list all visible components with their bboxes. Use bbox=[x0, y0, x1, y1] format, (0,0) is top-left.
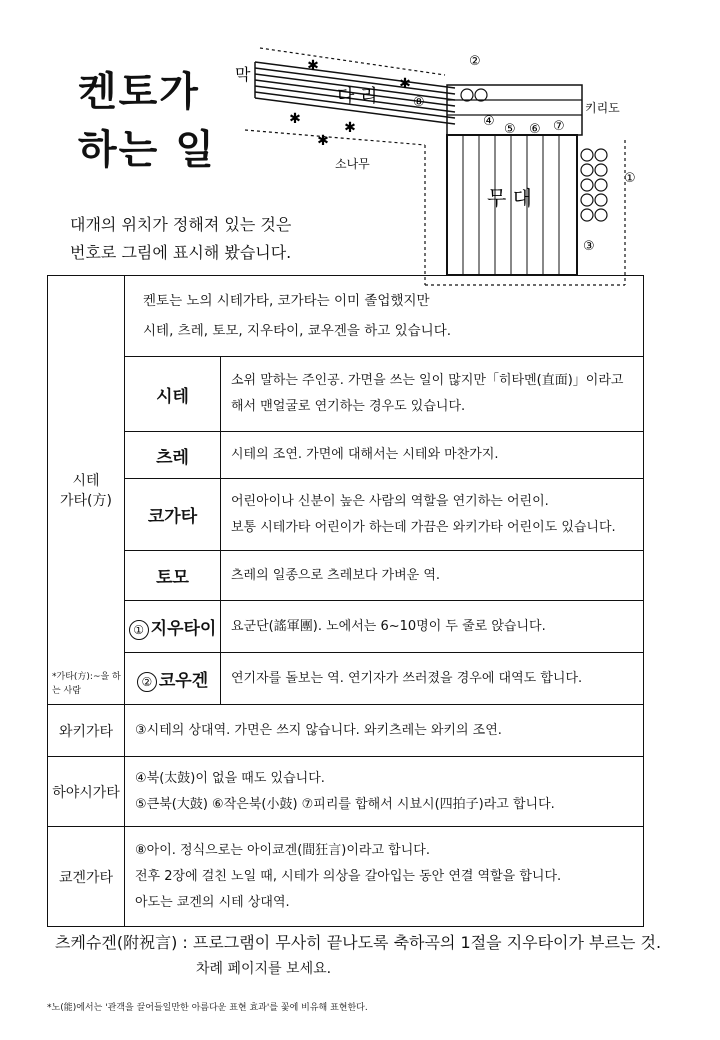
desc-tomo: 츠레의 일종으로 츠레보다 가벼운 역. bbox=[221, 551, 644, 601]
tsukeshugen-note: 츠케슈겐(附祝言) : 프로그램이 무사히 끝나도록 축하곡의 1절을 지우타이가 부르는 것. bbox=[55, 933, 662, 952]
desc-shite bbox=[221, 357, 644, 432]
butai-label: 무 대 bbox=[487, 186, 532, 210]
maku-label: 막 bbox=[235, 65, 251, 84]
svg-text:✱: ✱ bbox=[344, 120, 356, 136]
desc-kogata-line2: 보통 시테가타 어린이가 하는데 가끔은 와키가타 어린이도 있습니다. bbox=[231, 519, 616, 535]
role-koken-label: 코우겐 bbox=[158, 670, 209, 691]
kyogengata-desc-line1: ⑧아이. 정식으로는 아이쿄겐(間狂言)이라고 합니다. bbox=[135, 842, 430, 858]
shitegata-label-line1: 시테 bbox=[72, 473, 100, 489]
desc-koken: 연기자를 돌보는 역. 연기자가 쓰러졌을 경우에 대역도 합니다. bbox=[221, 653, 644, 705]
desc-shite-line2: 해서 맨얼굴로 연기하는 경우도 있습니다. bbox=[231, 399, 466, 414]
marker-7: ⑦ bbox=[553, 119, 565, 134]
hayashigata-label: 하야시가타 bbox=[48, 757, 125, 827]
desc-kogata bbox=[221, 479, 644, 551]
page-title-line2: 하는 일 bbox=[78, 127, 216, 173]
svg-text:✱: ✱ bbox=[307, 58, 319, 74]
role-tsure: 츠레 bbox=[125, 432, 221, 479]
hayashigata-desc bbox=[125, 757, 644, 827]
role-kogata: 코가타 bbox=[125, 479, 221, 551]
marker-1: ① bbox=[624, 171, 636, 186]
jiutai-seats bbox=[581, 149, 607, 221]
table-intro-line2: 시테, 츠레, 토모, 지우타이, 쿄우겐을 하고 있습니다. bbox=[143, 323, 452, 339]
hayashigata-desc-line1: ④북(太鼓)이 없을 때도 있습니다. bbox=[135, 770, 325, 786]
marker-2: ② bbox=[469, 54, 481, 69]
page-title-line1: 켄토가 bbox=[78, 69, 200, 115]
svg-text:✱: ✱ bbox=[399, 76, 411, 92]
svg-text:✱: ✱ bbox=[317, 133, 329, 149]
desc-kogata-line1: 어린아이나 신분이 높은 사람의 역할을 연기하는 어린이. bbox=[231, 493, 549, 509]
kyogengata-desc-line2: 전후 2장에 걸친 노일 때, 시테가 의상을 갈아입는 동안 연결 역할을 합니다. bbox=[135, 868, 562, 884]
kyogengata-label: 쿄겐가타 bbox=[48, 827, 125, 927]
shitegata-group-cell bbox=[48, 276, 125, 705]
desc-tsure: 시테의 조연. 가면에 대해서는 시테와 마찬가지. bbox=[221, 432, 644, 479]
tsukeshugen-note-line2: 차례 페이지를 보세요. bbox=[196, 961, 332, 977]
marker-5: ⑤ bbox=[504, 122, 516, 137]
marker-3: ③ bbox=[583, 239, 595, 254]
role-koken bbox=[125, 653, 221, 705]
intro-line2: 번호로 그림에 표시해 봤습니다. bbox=[70, 243, 292, 262]
role-jiutai-num: ① bbox=[129, 620, 149, 640]
desc-jiutai: 요군단(謠軍團). 노에서는 6~10명이 두 줄로 앉습니다. bbox=[221, 601, 644, 653]
matsu-label: 소나무 bbox=[335, 157, 370, 171]
desc-shite-line1: 소위 말하는 주인공. 가면을 쓰는 일이 많지만「히타멘(直面)」이라고 bbox=[231, 373, 624, 388]
role-shite: 시테 bbox=[125, 357, 221, 432]
hashigakari-label: 다 리 bbox=[337, 86, 378, 107]
marker-8: ⑧ bbox=[413, 95, 425, 110]
kiribashi-label: 키리도 bbox=[585, 101, 620, 115]
table-intro-cell bbox=[125, 276, 644, 357]
role-jiutai bbox=[125, 601, 221, 653]
svg-text:✱: ✱ bbox=[289, 111, 301, 127]
marker-4: ④ bbox=[483, 114, 495, 129]
hayashigata-desc-line2: ⑤큰북(大鼓) ⑥작은북(小鼓) ⑦피리를 합해서 시뵤시(四拍子)라고 합니다. bbox=[135, 796, 555, 812]
wakigata-desc: ③시테의 상대역. 가면은 쓰지 않습니다. 와키츠레는 와키의 조연. bbox=[125, 705, 644, 757]
wakigata-label: 와키가타 bbox=[48, 705, 125, 757]
intro-line1: 대개의 위치가 정해져 있는 것은 bbox=[70, 215, 292, 234]
role-koken-num: ② bbox=[137, 672, 157, 692]
shitegata-note: *가타(方):~을 하는 사람 bbox=[52, 672, 121, 696]
kyogengata-desc-line3: 아도는 쿄겐의 시테 상대역. bbox=[135, 894, 290, 910]
role-jiutai-label: 지우타이 bbox=[150, 618, 217, 639]
table-intro-line1: 켄토는 노의 시테가타, 코가타는 이미 졸업했지만 bbox=[143, 293, 430, 309]
roles-table bbox=[47, 275, 644, 927]
footnote: *노(能)에서는 '관객을 끌어들일만한 아름다운 표현 효과'를 꽃에 비유해 표현한다. bbox=[47, 1003, 368, 1013]
shitegata-label-line2: 가타(方) bbox=[60, 493, 112, 509]
kyogengata-desc bbox=[125, 827, 644, 927]
marker-6: ⑥ bbox=[529, 122, 541, 137]
role-tomo: 토모 bbox=[125, 551, 221, 601]
